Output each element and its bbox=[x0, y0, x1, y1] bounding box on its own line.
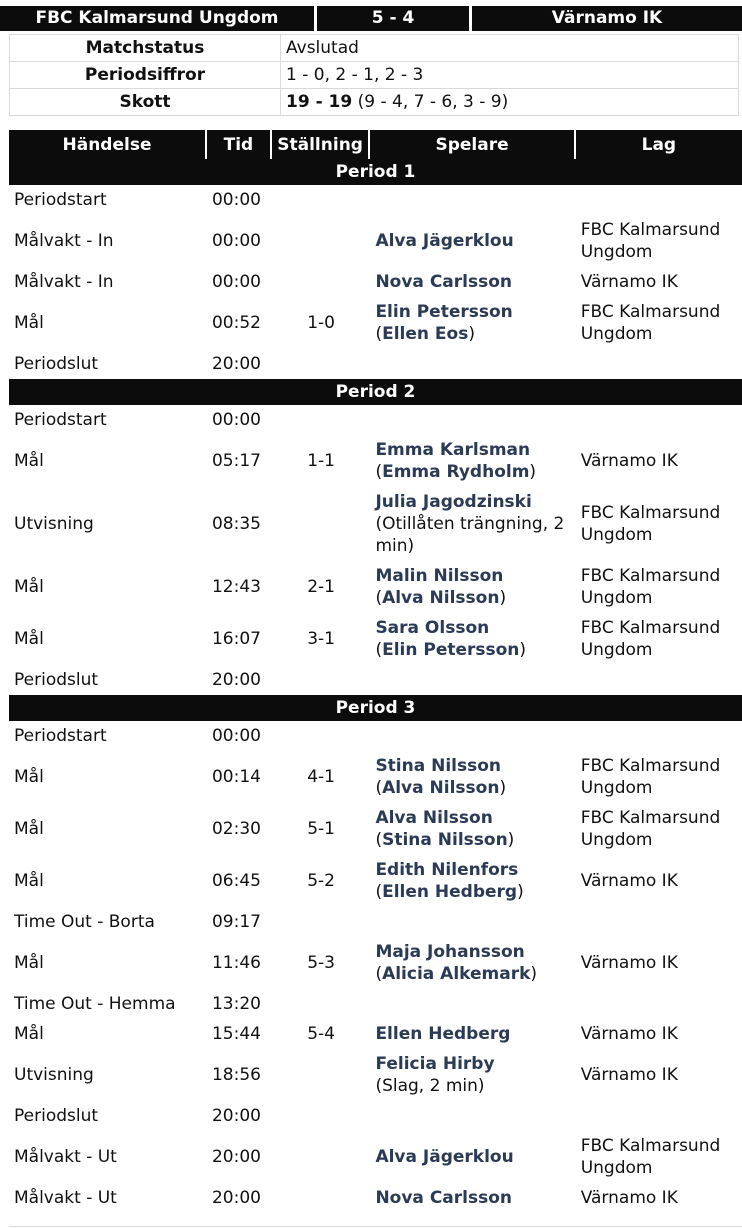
event-team: FBC Kalmarsund Ungdom bbox=[580, 302, 721, 344]
event-team bbox=[576, 721, 742, 751]
event-players bbox=[370, 907, 575, 937]
paren-open: ( bbox=[375, 964, 383, 984]
paren-open: ( bbox=[375, 830, 383, 850]
event-score: 5-2 bbox=[307, 871, 335, 891]
event-players bbox=[370, 665, 575, 695]
player-link[interactable]: Alva Jägerklou bbox=[375, 231, 514, 251]
event-row bbox=[9, 907, 742, 937]
event-score: 1-1 bbox=[307, 451, 335, 471]
events-body bbox=[9, 159, 742, 1213]
col-header: Tid bbox=[207, 130, 272, 159]
assist-player-link[interactable]: Alva Nilsson bbox=[382, 778, 500, 798]
event-type: Periodstart bbox=[14, 726, 107, 746]
player-link[interactable]: Alva Jägerklou bbox=[375, 1147, 514, 1167]
event-players bbox=[370, 435, 575, 487]
match-header bbox=[0, 0, 742, 33]
paren-open: ( bbox=[375, 882, 383, 902]
event-players bbox=[370, 613, 575, 665]
events-header bbox=[9, 130, 742, 159]
match-info-table bbox=[9, 34, 739, 116]
assist-player-link[interactable]: Elin Petersson bbox=[382, 640, 520, 660]
event-row bbox=[9, 803, 742, 855]
player-link[interactable]: Emma Karlsman bbox=[375, 440, 531, 460]
event-type: Mål bbox=[14, 819, 44, 839]
event-score: 2-1 bbox=[307, 577, 335, 597]
event-row bbox=[9, 855, 742, 907]
event-team: Värnamo IK bbox=[580, 953, 678, 973]
event-row bbox=[9, 613, 742, 665]
paren-close: ) bbox=[468, 324, 475, 344]
event-type: Periodslut bbox=[14, 1106, 99, 1126]
event-team: FBC Kalmarsund Ungdom bbox=[580, 1136, 721, 1178]
event-players bbox=[370, 1131, 575, 1183]
paren-close: ) bbox=[499, 778, 507, 798]
paren-open: ( bbox=[375, 778, 383, 798]
event-time: 09:17 bbox=[211, 912, 261, 932]
paren-open: ( bbox=[375, 588, 383, 608]
event-row bbox=[9, 1131, 742, 1183]
event-score bbox=[272, 405, 371, 435]
event-players bbox=[370, 751, 575, 803]
event-team bbox=[576, 665, 742, 695]
event-players bbox=[370, 937, 575, 989]
event-time: 20:00 bbox=[211, 1147, 261, 1167]
assist-player-link[interactable]: Ellen Hedberg bbox=[382, 882, 518, 902]
event-type: Time Out - Hemma bbox=[14, 994, 176, 1014]
event-time: 08:35 bbox=[211, 514, 261, 534]
event-players bbox=[370, 1183, 575, 1213]
event-team: Värnamo IK bbox=[580, 1065, 678, 1085]
event-type: Periodstart bbox=[14, 410, 107, 430]
period-title: Period 3 bbox=[9, 695, 742, 721]
event-row bbox=[9, 665, 742, 695]
event-type: Mål bbox=[14, 953, 44, 973]
event-players bbox=[370, 349, 575, 379]
assist-player-link[interactable]: Alva Nilsson bbox=[382, 588, 500, 608]
event-players bbox=[370, 1019, 575, 1049]
event-time: 15:44 bbox=[211, 1024, 261, 1044]
period-row bbox=[9, 379, 742, 405]
info-label: Skott bbox=[10, 89, 281, 116]
col-header: Händelse bbox=[9, 130, 207, 159]
event-type: Målvakt - Ut bbox=[14, 1188, 117, 1208]
col-header: Lag bbox=[576, 130, 742, 159]
event-type: Målvakt - In bbox=[14, 272, 114, 292]
event-team: Värnamo IK bbox=[580, 272, 678, 292]
event-row bbox=[9, 989, 742, 1019]
assist-player-link[interactable]: Alicia Alkemark bbox=[382, 964, 531, 984]
info-value: 1 - 0, 2 - 1, 2 - 3 bbox=[281, 62, 739, 89]
period-title: Period 1 bbox=[9, 159, 742, 185]
paren-open: ( bbox=[375, 324, 383, 344]
home-team: FBC Kalmarsund Ungdom bbox=[0, 6, 314, 31]
event-row bbox=[9, 267, 742, 297]
event-time: 13:20 bbox=[211, 994, 261, 1014]
event-row bbox=[9, 349, 742, 379]
event-time: 16:07 bbox=[211, 629, 261, 649]
player-link[interactable]: Nova Carlsson bbox=[375, 272, 512, 292]
event-team: FBC Kalmarsund Ungdom bbox=[580, 220, 721, 262]
event-type: Mål bbox=[14, 577, 44, 597]
info-label: Matchstatus bbox=[10, 35, 281, 62]
player-link[interactable]: Malin Nilsson bbox=[375, 566, 504, 586]
event-team: Värnamo IK bbox=[580, 451, 678, 471]
event-type: Periodslut bbox=[14, 354, 99, 374]
event-type: Mål bbox=[14, 767, 44, 787]
event-type: Periodstart bbox=[14, 190, 107, 210]
paren-close: ) bbox=[517, 882, 524, 902]
event-time: 00:52 bbox=[211, 313, 261, 333]
event-type: Målvakt - Ut bbox=[14, 1147, 117, 1167]
shots-by-period: (9 - 4, 7 - 6, 3 - 9) bbox=[352, 92, 509, 112]
event-score: 4-1 bbox=[307, 767, 335, 787]
info-row bbox=[10, 35, 739, 62]
period-row bbox=[9, 159, 742, 185]
event-type: Mål bbox=[14, 629, 44, 649]
paren-close: ) bbox=[530, 964, 538, 984]
info-label: Periodsiffror bbox=[10, 62, 281, 89]
event-type: Mål bbox=[14, 1024, 44, 1044]
event-time: 18:56 bbox=[211, 1065, 261, 1085]
player-link[interactable]: Edith Nilenfors bbox=[375, 860, 519, 880]
shots-total: 19 - 19 bbox=[286, 92, 353, 112]
player-link[interactable]: Maja Johansson bbox=[375, 942, 525, 962]
event-type: Mål bbox=[14, 451, 44, 471]
event-row bbox=[9, 937, 742, 989]
event-team: FBC Kalmarsund Ungdom bbox=[580, 566, 721, 608]
event-team bbox=[576, 1101, 742, 1131]
event-row bbox=[9, 405, 742, 435]
event-time: 20:00 bbox=[211, 1188, 261, 1208]
event-score: 5-4 bbox=[307, 1024, 335, 1044]
info-value: Avslutad bbox=[281, 35, 739, 62]
period-title: Period 2 bbox=[9, 379, 742, 405]
event-type: Periodslut bbox=[14, 670, 99, 690]
event-score: 1-0 bbox=[307, 313, 335, 333]
paren-close: ) bbox=[519, 640, 527, 660]
event-players bbox=[370, 215, 575, 267]
info-row bbox=[10, 62, 739, 89]
event-score bbox=[272, 267, 371, 297]
player-link[interactable]: Julia Jagodzinski bbox=[375, 492, 532, 512]
event-time: 00:00 bbox=[211, 231, 261, 251]
event-score bbox=[272, 989, 371, 1019]
event-time: 00:00 bbox=[211, 272, 261, 292]
info-value bbox=[281, 89, 739, 116]
away-team: Värnamo IK bbox=[472, 6, 742, 31]
event-team bbox=[576, 989, 742, 1019]
event-time: 06:45 bbox=[211, 871, 261, 891]
event-time: 00:00 bbox=[211, 410, 261, 430]
event-score: 5-1 bbox=[307, 819, 335, 839]
event-type: Mål bbox=[14, 871, 44, 891]
event-type: Mål bbox=[14, 313, 44, 333]
paren-close: ) bbox=[529, 462, 537, 482]
event-row bbox=[9, 751, 742, 803]
event-team: Värnamo IK bbox=[580, 871, 678, 891]
event-team: FBC Kalmarsund Ungdom bbox=[580, 503, 721, 545]
event-score bbox=[272, 487, 371, 561]
event-players bbox=[370, 267, 575, 297]
event-players bbox=[370, 405, 575, 435]
player-link[interactable]: Elin Petersson bbox=[375, 302, 513, 322]
player-link[interactable]: Sara Olsson bbox=[375, 618, 490, 638]
col-header: Ställning bbox=[272, 130, 371, 159]
assist-player-link[interactable]: Emma Rydholm bbox=[382, 462, 530, 482]
event-score: 5-3 bbox=[307, 953, 335, 973]
event-time: 20:00 bbox=[211, 1106, 261, 1126]
penalty-note: (Slag, 2 min) bbox=[375, 1076, 485, 1096]
event-type: Utvisning bbox=[14, 514, 94, 534]
event-score bbox=[272, 1101, 371, 1131]
paren-close: ) bbox=[507, 830, 515, 850]
table-bottom-border bbox=[9, 1226, 742, 1227]
event-time: 05:17 bbox=[211, 451, 261, 471]
event-time: 12:43 bbox=[211, 577, 261, 597]
event-row bbox=[9, 1049, 742, 1101]
event-type: Målvakt - In bbox=[14, 231, 114, 251]
event-time: 02:30 bbox=[211, 819, 261, 839]
event-score bbox=[272, 721, 371, 751]
event-players bbox=[370, 185, 575, 215]
event-row bbox=[9, 185, 742, 215]
event-team bbox=[576, 349, 742, 379]
player-link[interactable]: Ellen Hedberg bbox=[375, 1024, 511, 1044]
event-time: 20:00 bbox=[211, 670, 261, 690]
event-team: FBC Kalmarsund Ungdom bbox=[580, 756, 721, 798]
event-players bbox=[370, 989, 575, 1019]
col-header: Spelare bbox=[370, 130, 575, 159]
event-score bbox=[272, 1183, 371, 1213]
event-players bbox=[370, 803, 575, 855]
event-team: Värnamo IK bbox=[580, 1188, 678, 1208]
event-players bbox=[370, 721, 575, 751]
paren-open: ( bbox=[375, 640, 383, 660]
event-team: FBC Kalmarsund Ungdom bbox=[580, 808, 721, 850]
event-type: Time Out - Borta bbox=[14, 912, 155, 932]
event-score bbox=[272, 665, 371, 695]
event-row bbox=[9, 1101, 742, 1131]
info-row bbox=[10, 89, 739, 116]
assist-player-link[interactable]: Stina Nilsson bbox=[382, 830, 508, 850]
event-score: 3-1 bbox=[307, 629, 335, 649]
period-row bbox=[9, 695, 742, 721]
event-players bbox=[370, 1049, 575, 1101]
event-time: 11:46 bbox=[211, 953, 261, 973]
event-team bbox=[576, 405, 742, 435]
event-row bbox=[9, 1183, 742, 1213]
player-link[interactable]: Alva Nilsson bbox=[375, 808, 493, 828]
penalty-note: (Otillåten trängning, 2 min) bbox=[375, 514, 565, 556]
events-table bbox=[9, 130, 742, 1213]
event-score bbox=[272, 1131, 371, 1183]
event-players bbox=[370, 561, 575, 613]
event-team: FBC Kalmarsund Ungdom bbox=[580, 618, 721, 660]
player-link[interactable]: Stina Nilsson bbox=[375, 756, 502, 776]
event-row bbox=[9, 1019, 742, 1049]
event-players bbox=[370, 297, 575, 349]
event-row bbox=[9, 721, 742, 751]
event-score bbox=[272, 907, 371, 937]
event-players bbox=[370, 487, 575, 561]
event-row bbox=[9, 487, 742, 561]
event-time: 20:00 bbox=[211, 354, 261, 374]
event-team: Värnamo IK bbox=[580, 1024, 678, 1044]
event-score bbox=[272, 215, 371, 267]
event-time: 00:00 bbox=[211, 726, 261, 746]
player-link[interactable]: Felicia Hirby bbox=[375, 1054, 495, 1074]
event-players bbox=[370, 1101, 575, 1131]
event-score bbox=[272, 349, 371, 379]
event-team bbox=[576, 185, 742, 215]
player-link[interactable]: Nova Carlsson bbox=[375, 1188, 512, 1208]
event-type: Utvisning bbox=[14, 1065, 94, 1085]
event-row bbox=[9, 561, 742, 613]
event-time: 00:00 bbox=[211, 190, 261, 210]
event-players bbox=[370, 855, 575, 907]
assist-player-link[interactable]: Ellen Eos bbox=[382, 324, 469, 344]
event-score bbox=[272, 1049, 371, 1101]
event-row bbox=[9, 297, 742, 349]
match-score: 5 - 4 bbox=[317, 6, 469, 31]
event-row bbox=[9, 435, 742, 487]
event-team bbox=[576, 907, 742, 937]
event-time: 00:14 bbox=[211, 767, 261, 787]
event-score bbox=[272, 185, 371, 215]
event-row bbox=[9, 215, 742, 267]
paren-close: ) bbox=[499, 588, 507, 608]
paren-open: ( bbox=[375, 462, 383, 482]
